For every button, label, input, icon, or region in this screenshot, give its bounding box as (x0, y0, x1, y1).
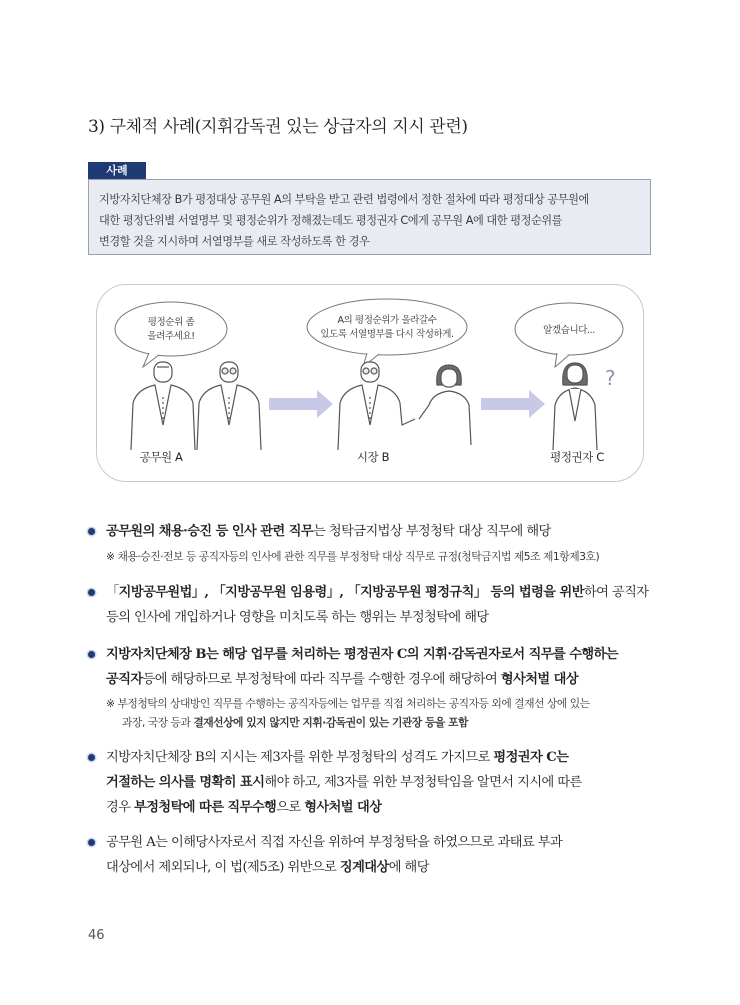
bubble2-line1: A의 평정순위가 올라갈수 (337, 315, 437, 326)
bullet4-penalty: 형사처벌 대상 (304, 800, 382, 815)
bullet2-line2: 등의 인사에 개입하거나 영향을 미치도록 하는 행위는 부정청탁에 해당 (106, 610, 489, 625)
bullet-dot-icon (88, 528, 95, 535)
caption-official-a: 공무원 A (139, 450, 183, 464)
bubble3-text: 알겠습니다... (543, 325, 595, 336)
bullet1-text: 는 청탁금지법상 부정청탁 대상 직무에 해당 (313, 524, 551, 539)
bullet5-line1: 공무원 A는 이해당사자로서 직접 자신을 위하여 부정청탁을 하였으므로 과태료 부과 (106, 835, 563, 850)
bracket: 」, 「 (191, 585, 226, 600)
note-3 (106, 694, 654, 732)
bullet-item-2 (88, 580, 654, 630)
arrow-right-icon (481, 390, 545, 418)
bullet3-text: 등에 해당하므로 부정청탁에 따라 직무를 수행한 경우에 해당하여 (142, 672, 501, 687)
bullet3-line1: 지방자치단체장 B는 해당 업무를 처리하는 평정권자 C의 지휘·감독권자로서 직무를 수행하는 (106, 647, 618, 662)
bullet-dot-icon (88, 651, 95, 658)
speech-bubble-2 (307, 299, 467, 367)
case-line: 변경할 것을 지시하며 서열명부를 새로 작성하도록 한 경우 (99, 235, 370, 248)
bullet-dot-icon (88, 589, 95, 596)
page-number: 46 (88, 928, 105, 943)
bullet-dot-icon (88, 839, 95, 846)
bullet2-text: 하여 공직자 (583, 585, 649, 600)
note3-line1: ※ 부정청탁의 상대방인 직무를 수행하는 공직자등에는 업무를 직접 처리하는 공직자등 외에 결재선 상에 있는 (106, 697, 590, 710)
case-tab: 사례 (88, 162, 146, 179)
note3-bold: 결재선상에 있지 않지만 지휘·감독권이 있는 기관장 등을 포함 (193, 716, 468, 729)
arrow-right-icon (269, 390, 333, 418)
bullet5-bold: 징계대상 (339, 860, 389, 875)
law-name-1: 지방공무원법 (118, 585, 192, 600)
bullet4-bold1: 평정권자 C는 (493, 750, 569, 765)
law-name-3: 지방공무원 평정규칙 (360, 585, 474, 600)
illustration-frame (96, 284, 644, 482)
case-line: 지방자치단체장 B가 평정대상 공무원 A의 부탁을 받고 관련 법령에서 정한 절차에 따라 평정대상 공무원에 (99, 193, 589, 206)
bullet5-text: 에 해당 (388, 860, 429, 875)
note-1: ※ 채용·승진·전보 등 공직자등의 인사에 관한 직무를 부정청탁 대상 직무로 규정(청탁금지법 제5조 제1항제3호) (106, 550, 600, 563)
illustration (97, 285, 645, 483)
bullet-item-1 (88, 519, 654, 544)
bullet-item-4 (88, 745, 654, 820)
bracket: 「 (106, 585, 119, 600)
colleague-figure (197, 362, 261, 450)
bubble1-line2: 올려주세요! (147, 331, 195, 342)
bullet1-bold: 공무원의 채용·승진 등 인사 관련 직무 (106, 524, 314, 539)
section-title: 3) 구체적 사례(지휘감독권 있는 상급자의 지시 관련) (88, 117, 468, 137)
bullet3-penalty: 형사처벌 대상 (500, 672, 579, 687)
speech-bubble-1 (115, 302, 227, 367)
note3-line2: 과장, 국장 등과 (122, 716, 194, 729)
bubble1-line1: 평정순위 좀 (147, 317, 195, 328)
case-line: 대한 평정단위별 서열명부 및 평정순위가 정해졌는데도 평정권자 C에게 공무원 A에 대한 평정순위를 (99, 214, 563, 227)
evaluator-c-figure (553, 363, 597, 450)
official-a-figure (131, 362, 195, 450)
caption-mayor-b: 시장 B (356, 450, 390, 464)
bullet4-bold2: 거절하는 의사를 명확히 표시 (106, 775, 265, 790)
bullet4-text: 으로 (276, 800, 305, 815)
case-box (88, 179, 651, 255)
bullet4-line3: 경우 (106, 800, 135, 815)
bullet2-bold: 」 등의 법령을 위반 (473, 585, 584, 600)
law-name-2: 지방공무원 임용령 (225, 585, 327, 600)
staff-figure (419, 365, 471, 445)
bullet4-line2: 해야 하고, 제3자를 위한 부정청탁임을 알면서 지시에 따른 (264, 775, 582, 790)
bubble2-line2: 있도록 서열명부를 다시 작성하게. (320, 329, 454, 340)
question-mark: ? (605, 366, 616, 390)
mayor-b-figure (338, 362, 415, 450)
bullet3-bold: 공직자 (106, 672, 143, 687)
bullet4-bold3: 부정청탁에 따른 직무수행 (134, 800, 277, 815)
caption-evaluator-c: 평정권자 C (550, 450, 604, 464)
speech-bubble-3 (515, 303, 623, 367)
bracket: 」, 「 (326, 585, 361, 600)
bullet-item-3 (88, 642, 654, 692)
bullet4-line1: 지방자치단체장 B의 지시는 제3자를 위한 부정청탁의 성격도 가지므로 (106, 750, 494, 765)
bullet-dot-icon (88, 754, 95, 761)
bullet-item-5 (88, 830, 654, 880)
bullet5-line2: 대상에서 제외되나, 이 법(제5조) 위반으로 (106, 860, 340, 875)
